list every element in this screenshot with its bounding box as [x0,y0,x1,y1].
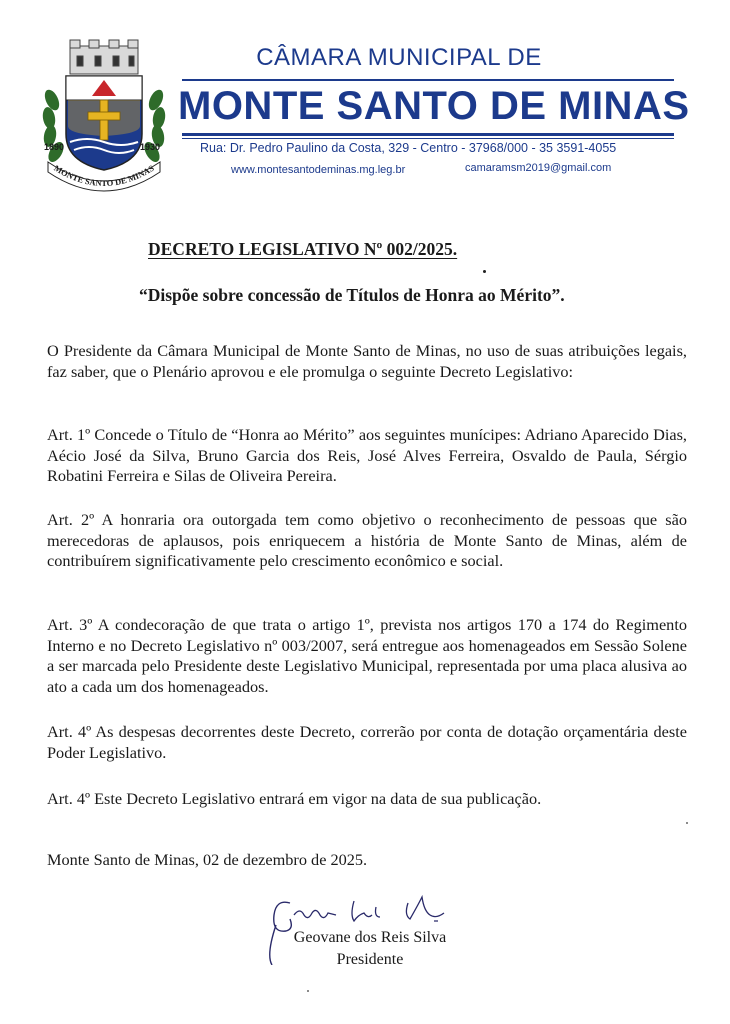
crest-year-right: 1930 [140,142,161,152]
letterhead-title-line1: CÂMARA MUNICIPAL DE [256,44,542,71]
crest-motto: MONTE SANTO DE MINAS [52,162,156,189]
scan-speck [686,822,688,824]
article-3-paragraph: Art. 3º A condecoração de que trata o artigo 1º, prevista nos artigos 170 a 174 do Regimento Interno e no Decreto Legislativo nº 003/2007, será entregue aos homenageados em Sessão Solene a ser marcada pelo Presidente deste Legislativo Municipal, representada por uma placa alusiva ao ato a cada um dos homenageados. [47,615,687,696]
place-and-date: Monte Santo de Minas, 02 de dezembro de 2025. [47,850,368,869]
letterhead-rule-top [182,79,674,81]
crest-year-left: 1890 [44,142,65,152]
letterhead-address: Rua: Dr. Pedro Paulino da Costa, 329 - Centro - 37968/000 - 35 3591-4055 [200,141,617,155]
coat-of-arms-logo [40,38,168,194]
letterhead-rule-thin [182,138,674,139]
article-5-paragraph: Art. 4º Este Decreto Legislativo entrará em vigor na data de sua publicação. [47,789,542,808]
shield-icon [66,76,142,170]
letterhead-email: camaramsm2019@gmail.com [465,162,612,174]
article-2-paragraph: Art. 2º A honraria ora outorgada tem como objetivo o reconhecimento de pessoas que são merecedoras de aplausos, pois enriquecem a história de Monte Santo de Minas, além de contribuírem significativamente pelo crescimento econômico e social. [47,510,687,570]
scan-speck [307,990,309,992]
letterhead-rule-thick [182,133,674,136]
signatory-role: Presidente [336,951,404,968]
letterhead-title-line2: MONTE SANTO DE MINAS [178,84,690,128]
decree-subtitle: “Dispõe sobre concessão de Títulos de Honra ao Mérito”. [139,285,565,305]
laurel-right-icon [141,87,167,164]
scan-speck [483,270,486,273]
article-1-paragraph: Art. 1º Concede o Título de “Honra ao Mérito” aos seguintes munícipes: Adriano Aparecido Dias, Aécio José da Silva, Bruno Garcia dos Reis, José Alves Ferreira, Osvaldo de Paula, Sérgio Robatini Ferreira e Silas de Oliveira Pereira. [47,425,687,485]
laurel-left-icon [41,87,67,164]
preamble-paragraph: O Presidente da Câmara Municipal de Monte Santo de Minas, no uso de suas atribuições legais, faz saber, que o Plenário aprovou e ele promulga o seguinte Decreto Legislativo: [47,341,687,381]
article-4-paragraph: Art. 4º As despesas decorrentes deste Decreto, correrão por conta de dotação orçamentária deste Poder Legislativo. [47,722,687,762]
letterhead-website: www.montesantodeminas.mg.leg.br [231,164,406,176]
decree-title: DECRETO LEGISLATIVO Nº 002/2025. [148,239,458,259]
mural-crown-icon [70,40,138,74]
signatory-name: Geovane dos Reis Silva [293,929,447,946]
